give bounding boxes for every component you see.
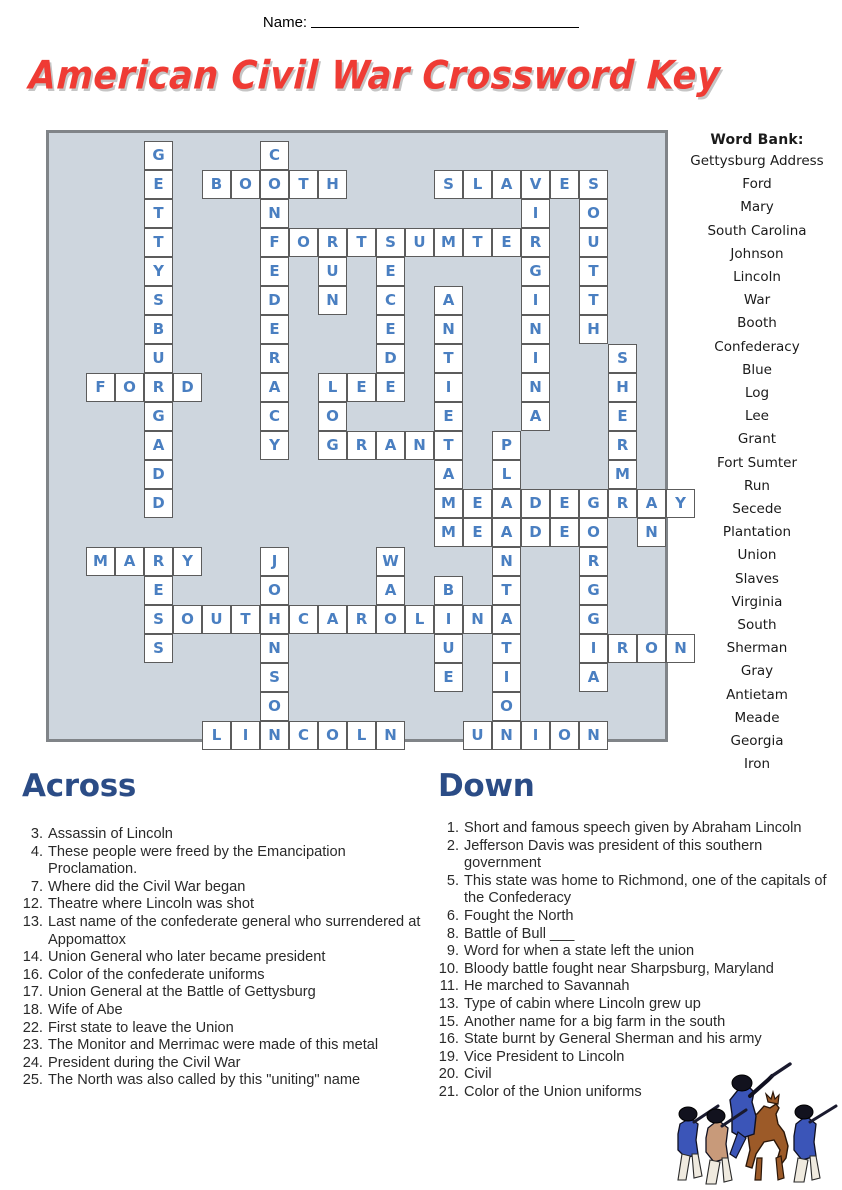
clue-item [438,926,838,944]
grid-cell[interactable]: O [579,199,608,228]
word-bank-item: Confederacy [714,338,800,355]
clue-number: 7. [30,878,43,895]
clue-item [438,1014,838,1032]
word-bank-item: Grant [737,431,777,448]
clue-item [22,1020,426,1038]
grid-cell[interactable]: N [492,547,521,576]
word-bank-item: Virginia [731,593,783,610]
grid-cell[interactable]: D [144,460,173,489]
clue-text: Theatre where Lincoln was shot [48,896,255,913]
grid-cell[interactable]: Y [666,489,695,518]
clue-item [22,949,426,967]
grid-cell[interactable]: O [260,576,289,605]
grid-cell[interactable]: L [405,605,434,634]
grid-cell[interactable]: O [550,721,579,750]
clue-text: This state was home to Richmond, one of the capitals of the Confederacy [464,872,827,907]
grid-cell[interactable]: A [434,460,463,489]
grid-cell[interactable]: G [579,605,608,634]
clue-item [22,896,426,914]
clue-text: Word for when a state left the union [464,943,695,960]
clue-item [22,1055,426,1073]
grid-cell[interactable]: E [347,373,376,402]
grid-cell[interactable]: B [144,315,173,344]
clue-item [438,838,838,873]
grid-cell[interactable]: C [289,721,318,750]
down-heading: Down [438,768,535,804]
word-bank-item: South Carolina [707,222,807,239]
grid-cell[interactable]: A [521,402,550,431]
grid-cell[interactable]: T [231,605,260,634]
grid-cell[interactable]: R [260,344,289,373]
clue-item [22,967,426,985]
grid-cell[interactable]: E [608,402,637,431]
grid-cell[interactable]: R [608,489,637,518]
clue-text: Civil [464,1066,492,1083]
clue-item [438,978,838,996]
union-soldiers-illustration [660,1062,842,1188]
clue-item [438,820,838,838]
clue-number: 8. [446,925,459,942]
grid-cell[interactable]: E [463,518,492,547]
clue-text: Bloody battle fought near Sharpsburg, Maryland [464,960,774,977]
clue-number: 25. [22,1072,43,1089]
page-title: American Civil War Crossword Key [27,54,722,99]
grid-cell[interactable]: T [434,431,463,460]
clue-item [438,996,838,1014]
grid-cell[interactable]: N [318,286,347,315]
clue-number: 14. [22,949,43,966]
clue-number: 15. [438,1013,459,1030]
word-bank-item: Mary [740,199,774,216]
grid-cell[interactable]: D [260,286,289,315]
clue-number: 9. [446,943,459,960]
clue-text: He marched to Savannah [464,978,630,995]
clue-number: 12. [22,896,43,913]
word-bank-item: Fort Sumter [716,454,798,471]
word-bank-item: Blue [742,361,772,378]
clue-text: Battle of Bull ___ [464,925,575,942]
grid-cell[interactable]: N [579,721,608,750]
grid-cell[interactable]: N [521,315,550,344]
clue-text: Union General who later became president [48,949,326,966]
grid-cell[interactable]: T [144,228,173,257]
clue-text: State burnt by General Sherman and his army [464,1031,762,1048]
grid-cell[interactable]: I [231,721,260,750]
clue-number: 13. [438,995,459,1012]
grid-cell[interactable]: M [608,460,637,489]
clue-number: 19. [438,1048,459,1065]
grid-cell[interactable]: E [260,315,289,344]
grid-cell[interactable]: G [579,489,608,518]
grid-cell[interactable]: N [376,721,405,750]
grid-cell[interactable]: S [144,605,173,634]
clue-text: Vice President to Lincoln [464,1048,625,1065]
grid-cell[interactable]: E [550,489,579,518]
grid-cell[interactable]: O [376,605,405,634]
word-bank-item: Gettysburg Address [690,153,824,169]
grid-cell[interactable]: U [144,344,173,373]
grid-cell[interactable]: I [521,344,550,373]
grid-cell[interactable]: A [260,373,289,402]
clue-number: 16. [438,1031,459,1048]
grid-cell[interactable]: Y [173,547,202,576]
grid-cell[interactable]: O [115,373,144,402]
grid-cell[interactable]: T [579,286,608,315]
clue-number: 16. [22,966,43,983]
clue-text: The Monitor and Merrimac were made of this metal [48,1037,379,1054]
grid-cell[interactable]: N [260,721,289,750]
grid-cell[interactable]: D [521,489,550,518]
word-bank-item: Secede [732,501,782,518]
grid-cell[interactable]: O [173,605,202,634]
grid-cell[interactable]: R [608,431,637,460]
word-bank-item: Plantation [722,524,792,541]
grid-cell[interactable]: R [608,634,637,663]
clue-text: Color of the confederate uniforms [48,966,265,983]
clue-number: 17. [22,984,43,1001]
grid-cell[interactable]: S [434,170,463,199]
grid-cell[interactable]: T [144,199,173,228]
grid-cell[interactable]: A [376,576,405,605]
clue-text: Jefferson Davis was president of this southern government [464,837,763,872]
clue-number: 6. [446,907,459,924]
word-bank-item: Iron [743,756,771,773]
grid-cell[interactable]: E [260,257,289,286]
grid-cell[interactable]: L [463,170,492,199]
grid-cell[interactable]: N [405,431,434,460]
grid-cell[interactable]: L [347,721,376,750]
grid-cell[interactable]: E [376,257,405,286]
clue-text: Type of cabin where Lincoln grew up [464,995,701,1012]
grid-cell[interactable]: U [463,721,492,750]
grid-cell[interactable]: T [492,634,521,663]
grid-cell[interactable]: H [579,315,608,344]
clue-text: Fought the North [464,907,574,924]
grid-cell[interactable]: P [492,431,521,460]
grid-cell[interactable]: R [347,431,376,460]
grid-cell[interactable]: V [521,170,550,199]
grid-cell[interactable]: M [434,518,463,547]
clue-number: 21. [438,1083,459,1100]
word-bank-item: Log [744,385,770,402]
grid-cell[interactable]: G [144,402,173,431]
name-label: Name: [262,14,308,31]
grid-cell[interactable]: N [666,634,695,663]
word-bank-item: Slaves [735,570,779,587]
word-bank-item: Run [744,477,770,494]
word-bank-list [672,150,842,776]
word-bank-item: Sherman [726,640,788,657]
grid-cell[interactable]: E [376,373,405,402]
grid-cell[interactable]: N [434,315,463,344]
grid-cell[interactable]: L [318,373,347,402]
clue-number: 5. [446,872,459,889]
grid-cell[interactable]: S [260,663,289,692]
grid-cell[interactable]: S [608,344,637,373]
word-bank-item: Meade [734,709,780,726]
clue-number: 18. [22,1001,43,1018]
grid-cell[interactable]: E [463,489,492,518]
grid-cell[interactable]: T [434,344,463,373]
grid-cell[interactable]: O [637,634,666,663]
grid-cell[interactable]: U [202,605,231,634]
grid-cell[interactable]: B [202,170,231,199]
word-bank-item: Booth [737,315,777,332]
grid-cell[interactable]: T [579,257,608,286]
grid-cell[interactable]: R [347,605,376,634]
grid-cell[interactable]: A [376,431,405,460]
clue-number: 11. [439,978,459,995]
grid-cell[interactable]: E [434,402,463,431]
grid-cell[interactable]: O [318,402,347,431]
grid-cell[interactable]: T [347,228,376,257]
grid-cell[interactable]: U [405,228,434,257]
clue-number: 23. [22,1037,43,1054]
clue-text: These people were freed by the Emancipation Proclamation. [48,843,346,878]
clue-item [438,943,838,961]
grid-cell[interactable]: M [434,489,463,518]
clue-item [438,961,838,979]
grid-cell[interactable]: F [260,228,289,257]
grid-cell[interactable]: I [579,634,608,663]
grid-cell[interactable]: A [492,170,521,199]
crossword-grid[interactable] [46,130,687,744]
grid-cell[interactable]: I [434,605,463,634]
grid-cell[interactable]: N [637,518,666,547]
clue-text: Color of the Union uniforms [464,1083,642,1100]
grid-cell[interactable]: N [260,634,289,663]
clue-text: Union General at the Battle of Gettysburg [48,984,316,1001]
clue-number: 1. [446,820,459,836]
grid-cell[interactable]: D [521,518,550,547]
grid-cell[interactable]: A [492,605,521,634]
grid-cell[interactable]: S [144,286,173,315]
grid-cell[interactable]: U [318,257,347,286]
word-bank-item: Georgia [730,733,784,750]
grid-cell[interactable]: C [376,286,405,315]
grid-cell[interactable]: R [144,547,173,576]
grid-cell[interactable]: N [463,605,492,634]
word-bank-item: Union [737,547,777,564]
grid-cell[interactable]: O [579,518,608,547]
clue-text: President during the Civil War [48,1054,241,1071]
grid-cell[interactable]: Y [260,431,289,460]
grid-cell[interactable]: C [289,605,318,634]
grid-cell[interactable]: A [144,431,173,460]
grid-cell[interactable]: C [260,141,289,170]
clue-item [22,844,426,879]
word-bank-item: Gray [740,663,774,680]
name-write-in-line[interactable] [311,27,579,28]
grid-cell[interactable]: S [376,228,405,257]
clue-text: Wife of Abe [48,1001,123,1018]
grid-cell[interactable]: O [260,692,289,721]
clue-item [22,1037,426,1055]
grid-cell[interactable]: E [492,228,521,257]
grid-cell[interactable]: A [492,518,521,547]
grid-cell[interactable]: G [318,431,347,460]
word-bank-item: Johnson [730,245,784,262]
clue-number: 4. [30,843,43,860]
clue-number: 3. [30,826,43,842]
grid-cell[interactable]: N [492,721,521,750]
clue-text: Last name of the confederate general who surrendered at Appomattox [48,913,421,948]
grid-cell[interactable]: H [260,605,289,634]
grid-cell[interactable]: A [434,286,463,315]
grid-cell[interactable]: D [144,489,173,518]
clue-item [22,914,426,949]
grid-cell[interactable]: D [173,373,202,402]
clue-number: 24. [22,1054,43,1071]
grid-cell[interactable]: A [579,663,608,692]
clue-item [22,879,426,897]
grid-cell[interactable]: L [492,460,521,489]
clue-number: 2. [446,837,459,854]
grid-cell[interactable]: E [434,663,463,692]
grid-cell[interactable]: S [579,170,608,199]
grid-cell[interactable]: A [492,489,521,518]
clue-item [438,908,838,926]
grid-cell[interactable]: O [318,721,347,750]
grid-cell[interactable]: W [376,547,405,576]
grid-cell[interactable]: O [492,692,521,721]
word-bank-item: Antietam [726,686,788,703]
clue-number: 22. [22,1019,43,1036]
grid-cell[interactable]: R [144,373,173,402]
grid-cell[interactable]: M [86,547,115,576]
clue-number: 10. [438,960,459,977]
clue-text: First state to leave the Union [48,1019,234,1036]
down-clue-list [438,820,838,1102]
word-bank-item: Lee [745,408,769,425]
clue-text: The North was also called by this "uniting" name [48,1072,361,1089]
grid-cell[interactable]: O [289,228,318,257]
across-heading: Across [22,768,137,804]
grid-cell[interactable]: T [289,170,318,199]
clue-text: Where did the Civil War began [48,878,246,895]
grid-cell[interactable]: Y [144,257,173,286]
grid-cell[interactable]: H [318,170,347,199]
grid-cell[interactable]: A [637,489,666,518]
grid-cell[interactable]: E [550,518,579,547]
grid-cell[interactable]: N [260,199,289,228]
word-bank-item: Ford [742,176,772,193]
grid-cell[interactable]: G [521,257,550,286]
grid-cell[interactable]: I [492,663,521,692]
grid-cell[interactable]: I [521,199,550,228]
clue-text: Short and famous speech given by Abraham Lincoln [464,820,802,836]
grid-cell[interactable]: U [434,634,463,663]
word-bank-item: War [743,292,771,309]
grid-cell[interactable]: B [434,576,463,605]
grid-cell[interactable]: G [579,576,608,605]
grid-cell[interactable]: A [318,605,347,634]
clue-item [22,826,426,844]
grid-cell[interactable]: R [318,228,347,257]
word-bank [672,132,842,776]
grid-cell[interactable]: U [579,228,608,257]
grid-cell[interactable]: I [521,286,550,315]
word-bank-title: Word Bank: [710,132,804,148]
clue-item [22,984,426,1002]
clue-number: 13. [22,913,43,930]
word-bank-item: South [737,617,777,634]
clue-item [438,1031,838,1049]
grid-cell[interactable]: D [376,344,405,373]
grid-cell[interactable]: R [521,228,550,257]
grid-cell[interactable]: N [521,373,550,402]
grid-cell[interactable]: G [144,141,173,170]
grid-cell[interactable]: E [144,576,173,605]
grid-cell[interactable]: O [231,170,260,199]
clue-text: Assassin of Lincoln [48,826,173,842]
grid-cell[interactable]: R [579,547,608,576]
grid-cell[interactable]: A [115,547,144,576]
grid-cell[interactable]: F [86,373,115,402]
grid-cell[interactable]: M [434,228,463,257]
clue-item [438,873,838,908]
grid-cell[interactable]: L [202,721,231,750]
grid-cell[interactable]: E [550,170,579,199]
grid-cell[interactable]: I [434,373,463,402]
grid-cell[interactable]: J [260,547,289,576]
clue-text: Another name for a big farm in the south [464,1013,726,1030]
grid-cell[interactable]: I [521,721,550,750]
word-bank-item: Lincoln [733,269,781,286]
grid-cell[interactable]: S [144,634,173,663]
grid-cell[interactable]: C [260,402,289,431]
grid-cell[interactable]: O [260,170,289,199]
clue-number: 20. [438,1066,459,1083]
clue-item [22,1072,426,1090]
across-clue-list [22,826,426,1090]
grid-cell[interactable]: T [492,576,521,605]
grid-cell[interactable]: E [144,170,173,199]
grid-cell[interactable]: T [463,228,492,257]
grid-cell[interactable]: H [608,373,637,402]
clue-item [22,1002,426,1020]
name-row [0,14,842,31]
grid-cell[interactable]: E [376,315,405,344]
